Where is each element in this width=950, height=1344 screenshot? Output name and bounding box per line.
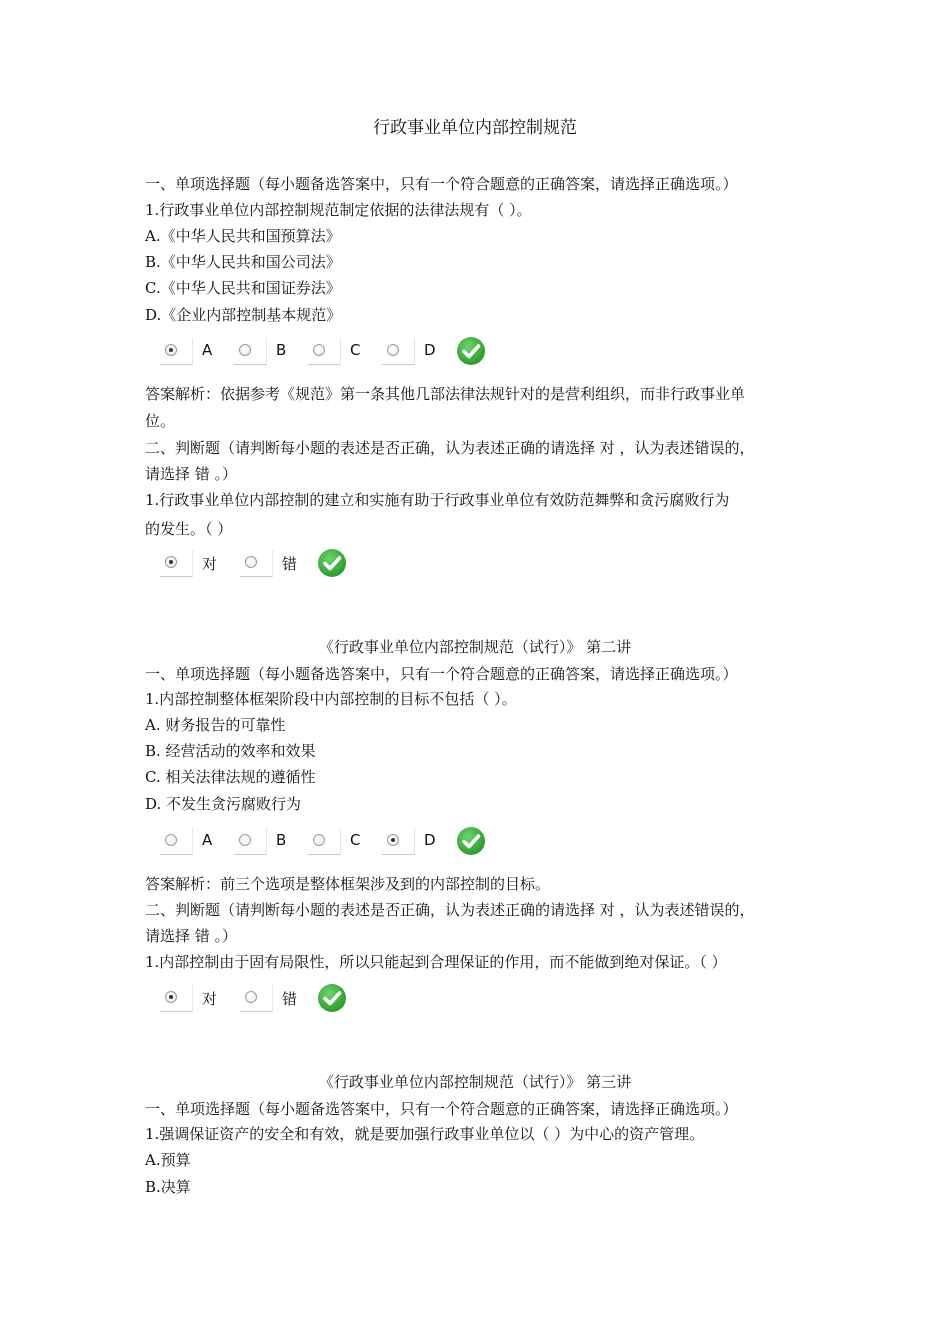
- radio-unchecked-icon: [387, 344, 399, 356]
- section1-judge-heading-line2: 请选择 错 。）: [145, 465, 238, 483]
- s1-q1-option-c: C.《中华人民共和国证券法》: [145, 279, 341, 297]
- radio-label: B: [276, 341, 287, 359]
- radio-unchecked-icon: [313, 834, 325, 846]
- radio-label: D: [424, 831, 436, 849]
- section2-judge-heading-line2: 请选择 错 。）: [145, 927, 238, 945]
- radio-label: 错: [282, 990, 298, 1008]
- radio-checked-icon: [165, 344, 177, 356]
- section3-choice-heading: 一、单项选择题（每小题备选答案中，只有一个符合题意的正确答案，请选择正确选项。）: [145, 1100, 738, 1118]
- s3-q1-option-a: A.预算: [145, 1151, 191, 1169]
- section3-title: 《行政事业单位内部控制规范（试行）》 第三讲: [318, 1073, 632, 1091]
- radio-unchecked-icon: [313, 344, 325, 356]
- radio-label: C: [350, 831, 361, 849]
- check-circle-icon: [318, 549, 346, 577]
- s1-j1-question-line1: 1.行政事业单位内部控制的建立和实施有助于行政事业单位有效防范舞弊和贪污腐败行为: [145, 491, 730, 509]
- check-circle-icon: [457, 827, 485, 855]
- s3-q1-question: 1.强调保证资产的安全和有效，就是要加强行政事业单位以（ ）为中心的资产管理。: [145, 1125, 705, 1143]
- s3-q1-option-b: B.决算: [145, 1178, 191, 1196]
- radio-unchecked-icon: [239, 834, 251, 846]
- s1-j1-question-line2: 的发生。（ ）: [145, 520, 233, 538]
- s1-q1-question: 1.行政事业单位内部控制规范制定依据的法律法规有（ ）。: [145, 201, 532, 219]
- section1-choice-heading: 一、单项选择题（每小题备选答案中，只有一个符合题意的正确答案，请选择正确选项。）: [145, 175, 738, 193]
- radio-unchecked-icon: [239, 344, 251, 356]
- s2-q1-option-a: A. 财务报告的可靠性: [145, 716, 286, 734]
- s1-q1-explanation-line2: 位。: [145, 412, 176, 430]
- s2-q1-option-b: B. 经营活动的效率和效果: [145, 742, 316, 760]
- radio-label: A: [202, 831, 213, 849]
- section1-judge-heading-line1: 二、判断题（请判断每小题的表述是否正确，认为表述正确的请选择 对 ，认为表述错误的，: [145, 439, 755, 457]
- radio-checked-icon: [165, 556, 177, 568]
- s2-q1-option-c: C. 相关法律法规的遵循性: [145, 768, 316, 786]
- section2-choice-heading: 一、单项选择题（每小题备选答案中，只有一个符合题意的正确答案，请选择正确选项。）: [145, 665, 738, 683]
- section2-judge-heading-line1: 二、判断题（请判断每小题的表述是否正确，认为表述正确的请选择 对 ，认为表述错误的，: [145, 901, 755, 919]
- radio-label: D: [424, 341, 436, 359]
- section2-title: 《行政事业单位内部控制规范（试行）》 第二讲: [318, 638, 632, 656]
- s2-q1-option-d: D. 不发生贪污腐败行为: [145, 795, 302, 813]
- radio-checked-icon: [387, 834, 399, 846]
- radio-unchecked-icon: [245, 556, 257, 568]
- radio-label: B: [276, 831, 287, 849]
- s1-q1-option-a: A.《中华人民共和国预算法》: [145, 227, 341, 245]
- radio-unchecked-icon: [165, 834, 177, 846]
- s1-q1-explanation-line1: 答案解析：依据参考《规范》第一条其他几部法律法规针对的是营利组织，而非行政事业单: [145, 385, 746, 403]
- check-circle-icon: [318, 984, 346, 1012]
- check-circle-icon: [457, 337, 485, 365]
- s2-q1-question: 1.内部控制整体框架阶段中内部控制的目标不包括（ ）。: [145, 690, 517, 708]
- radio-label: 对: [202, 555, 218, 573]
- s1-q1-option-d: D.《企业内部控制基本规范》: [145, 306, 342, 324]
- radio-unchecked-icon: [245, 991, 257, 1003]
- radio-label: 对: [202, 990, 218, 1008]
- s1-q1-option-b: B.《中华人民共和国公司法》: [145, 253, 341, 271]
- radio-label: C: [350, 341, 361, 359]
- page-title: 行政事业单位内部控制规范: [373, 118, 577, 138]
- radio-label: 错: [282, 555, 298, 573]
- s2-q1-explanation: 答案解析：前三个选项是整体框架涉及到的内部控制的目标。: [145, 875, 551, 893]
- radio-checked-icon: [165, 991, 177, 1003]
- s2-j1-question: 1.内部控制由于固有局限性，所以只能起到合理保证的作用，而不能做到绝对保证。（ ）: [145, 953, 727, 971]
- radio-label: A: [202, 341, 213, 359]
